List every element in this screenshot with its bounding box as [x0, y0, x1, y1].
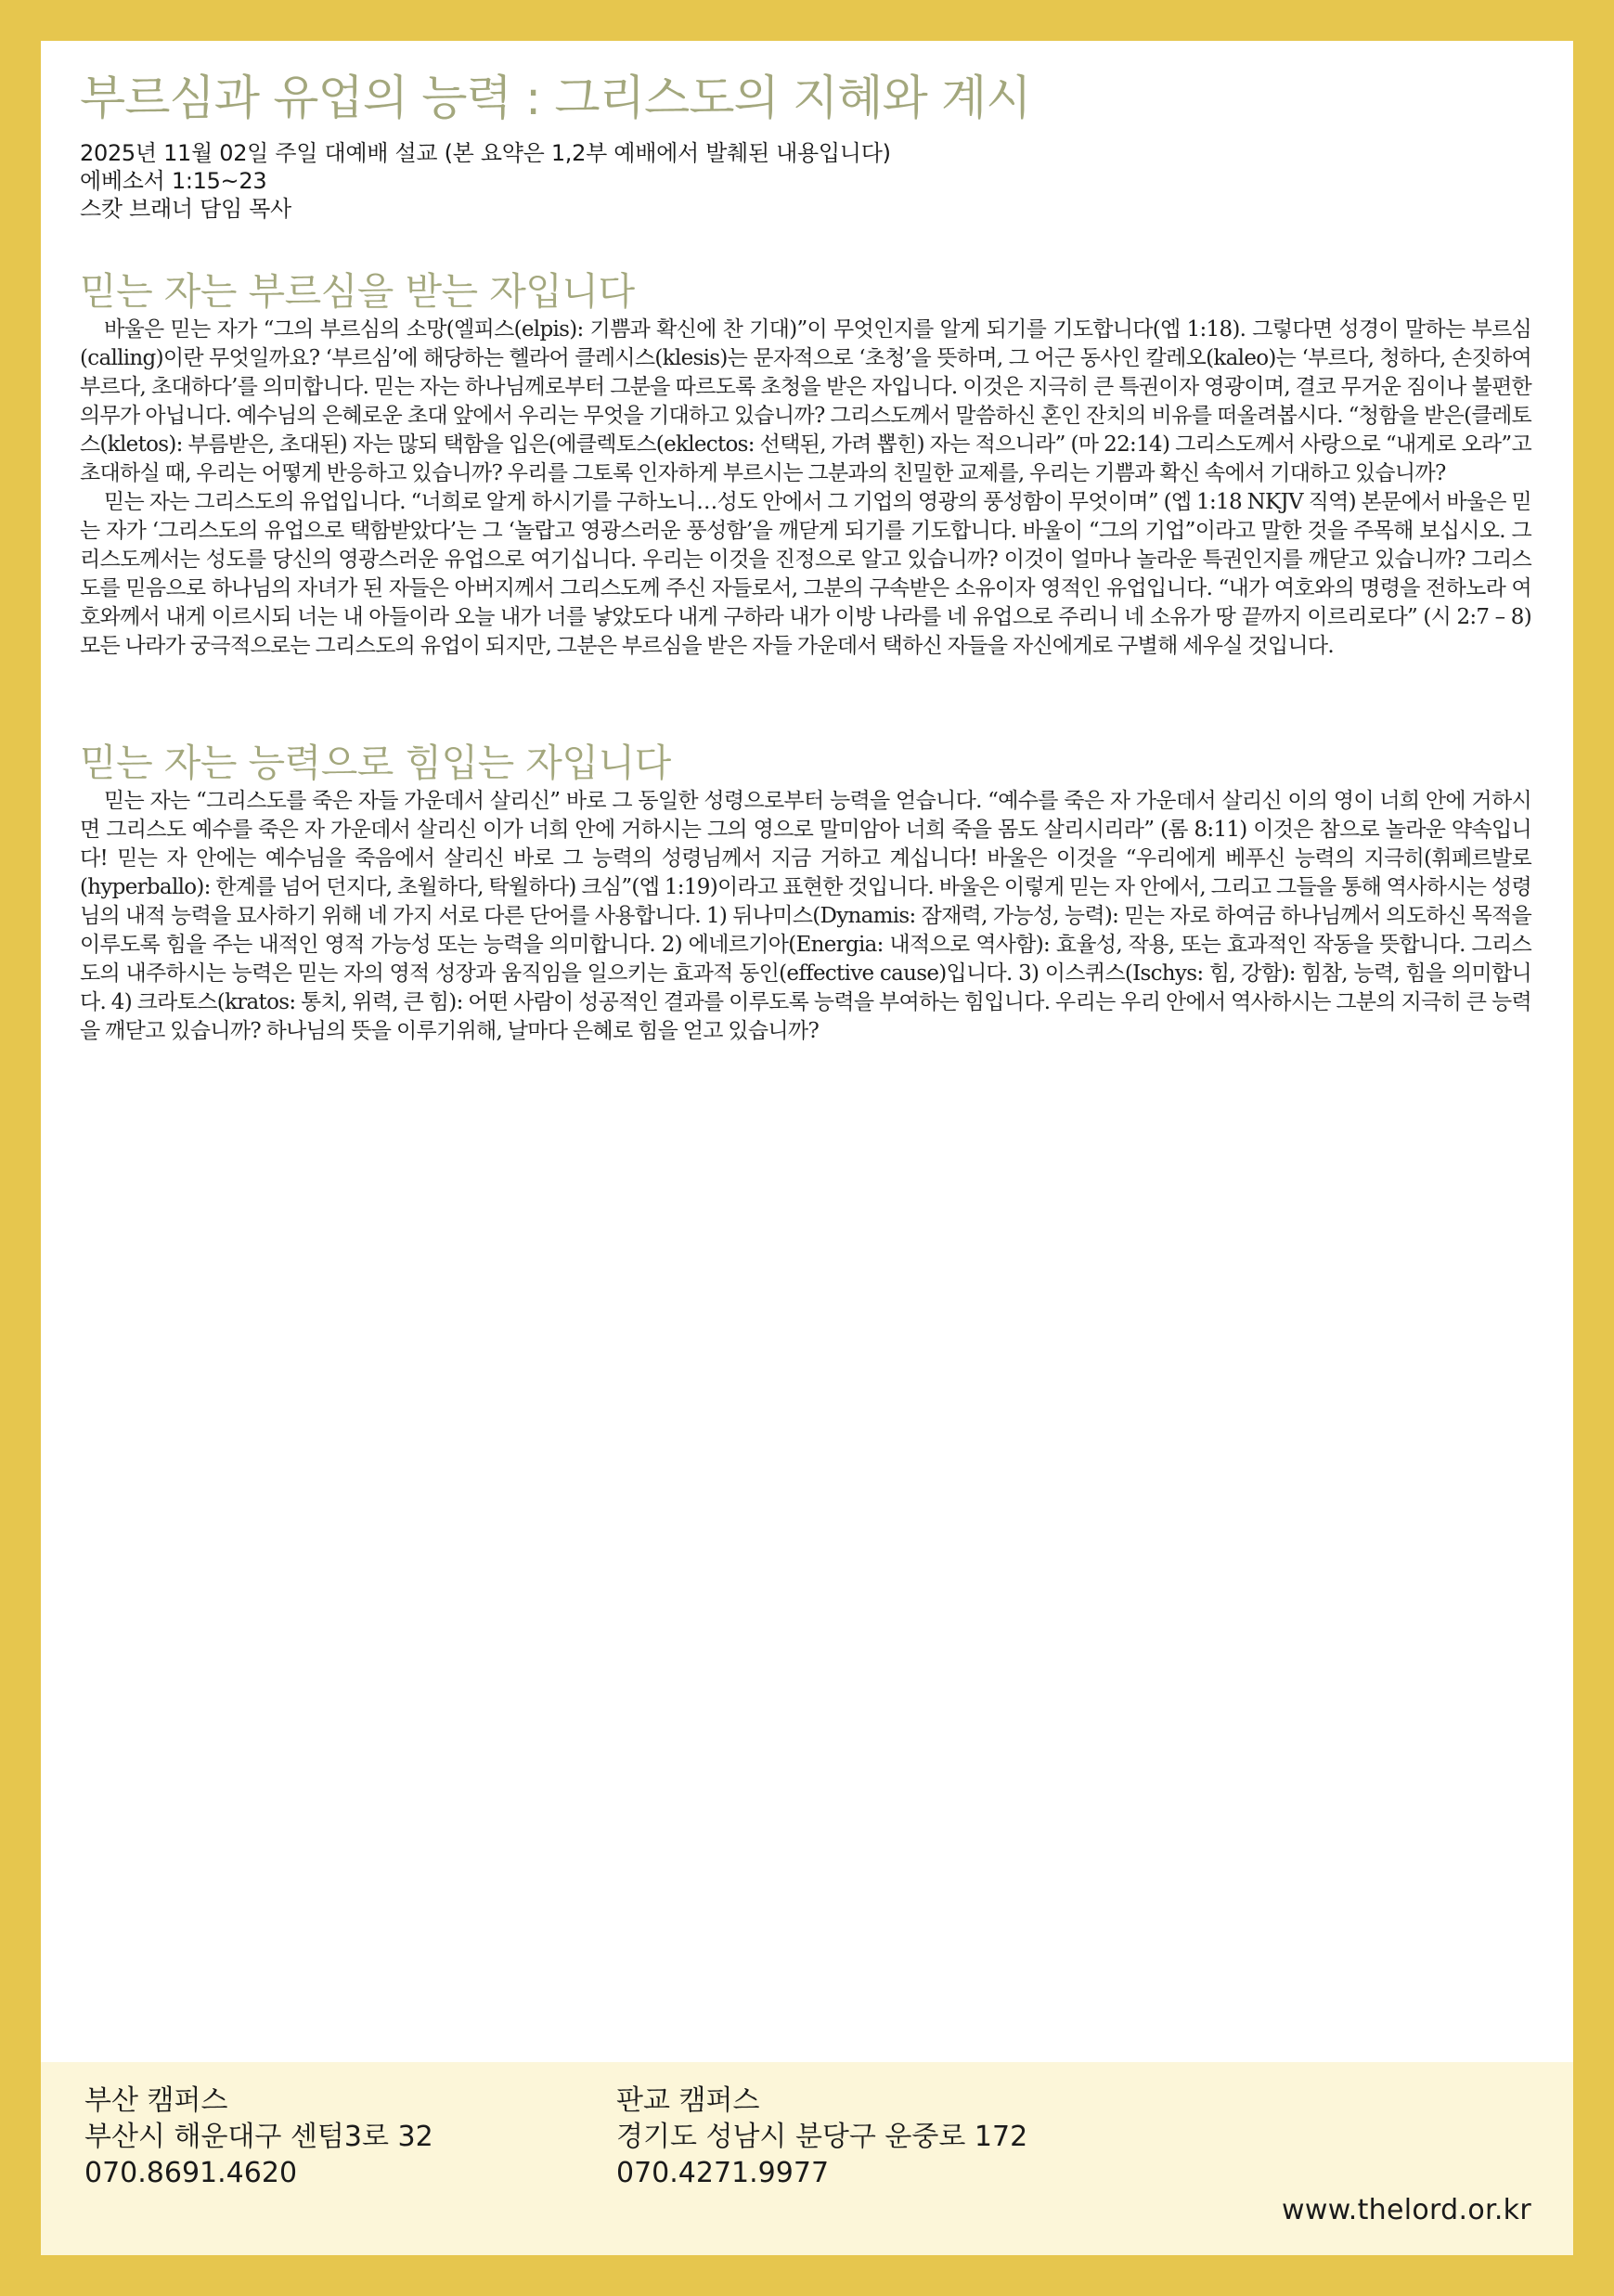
preacher: 스캇 브래너 담임 목사 — [80, 196, 291, 222]
footer — [41, 2062, 1573, 2255]
section-heading-calling: 믿는 자는 부르심을 받는 자입니다 — [80, 269, 635, 314]
paragraph-calling-1: 바울은 믿는 자가 “그의 부르심의 소망(엘피스(elpis): 기쁨과 확신에 찬 기대)”이 무엇인지를 알게 되기를 기도합니다(엡 1:18). 그렇다면 성경이 말하는 부르심(calling)이란 무엇일까요? ‘부르심’에 해당하는 헬라어 클레시스(klesis)는 문자적으로 ‘초청’을 뜻하며, 그 어근 동사인 칼레오(kaleo)는 ‘부르다, 청하다, 손짓하여 부르다, 초대하다’를 의미합니다. 믿는 자는 하나님께로부터 그분을 따르도록 초청을 받은 자입니다. 이것은 지극히 큰 특권이자 영광이며, 결코 무거운 짐이나 불편한 의무가 아닙니다. 예수님의 은혜로운 초대 앞에서 우리는 무엇을 기대하고 있습니까? 그리스도께서 말씀하신 혼인 잔치의 비유를 떠올려봅시다. “청함을 받은(클레토스(kletos): 부름받은, 초대된) 자는 많되 택함을 입은(에클렉토스(eklectos: 선택된, 가려 뽑힌) 자는 적으니라” (마 22:14) 그리스도께서 사랑으로 “내게로 오라”고 초대하실 때, 우리는 어떻게 반응하고 있습니까? 우리를 그토록 인자하게 부르시는 그분과의 친밀한 교제를, 우리는 기쁨과 확신 속에서 기대하고 있습니까? — [80, 317, 1531, 485]
section-heading-power: 믿는 자는 능력으로 힘입는 자입니다 — [80, 741, 671, 785]
pangyo-campus-phone: 070.4271.9977 — [616, 2157, 830, 2189]
busan-campus-info — [84, 2083, 433, 2191]
busan-campus-name: 부산 캠퍼스 — [84, 2084, 228, 2117]
website-link[interactable]: www.thelord.or.kr — [1282, 2194, 1531, 2226]
busan-campus-phone: 070.8691.4620 — [84, 2157, 298, 2189]
pangyo-campus-info — [616, 2083, 1027, 2191]
paragraph-power-1: 믿는 자는 “그리스도를 죽은 자들 가운데서 살리신” 바로 그 동일한 성령으로부터 능력을 얻습니다. “예수를 죽은 자 가운데서 살리신 이의 영이 너희 안에 거하시면 그리스도 예수를 죽은 자 가운데서 살리신 이가 너희 안에 거하시는 그의 영으로 말미암아 너희 죽을 몸도 살리시리라” (롬 8:11) 이것은 참으로 놀라운 약속입니다! 믿는 자 안에는 예수님을 죽음에서 살리신 바로 그 능력의 성령님께서 지금 거하고 계십니다! 바울은 이것을 “우리에게 베푸신 능력의 지극히(휘페르발로(hyperballo): 한계를 넘어 던지다, 초월하다, 탁월하다) 크심”(엡 1:19)이라고 표현한 것입니다. 바울은 이렇게 믿는 자 안에서, 그리고 그들을 통해 역사하시는 성령님의 내적 능력을 묘사하기 위해 네 가지 서로 다른 단어를 사용합니다. 1) 뒤나미스(Dynamis: 잠재력, 가능성, 능력): 믿는 자로 하여금 하나님께서 의도하신 목적을 이루도록 힘을 주는 내적인 영적 가능성 또는 능력을 의미합니다. 2) 에네르기아(Energia: 내적으로 역사함): 효율성, 작용, 또는 효과적인 작동을 뜻합니다. 그리스도의 내주하시는 능력은 믿는 자의 영적 성장과 움직임을 일으키는 효과적 동인(effective cause)입니다. 3) 이스퀴스(Ischys: 힘, 강함): 힘참, 능력, 힘을 의미합니다. 4) 크라토스(kratos: 통치, 위력, 큰 힘): 어떤 사람이 성공적인 결과를 이루도록 능력을 부여하는 힘입니다. 우리는 우리 안에서 역사하시는 그분의 지극히 큰 능력을 깨닫고 있습니까? 하나님의 뜻을 이루기위해, 날마다 은혜로 힘을 얻고 있습니까? — [80, 789, 1531, 1043]
busan-campus-address: 부산시 해운대구 센텀3로 32 — [84, 2121, 433, 2153]
pangyo-campus-address: 경기도 성남시 분당구 운중로 172 — [616, 2121, 1028, 2153]
scripture-reference: 에베소서 1:15~23 — [80, 168, 267, 194]
pangyo-campus-name: 판교 캠퍼스 — [616, 2084, 760, 2117]
document-page — [41, 41, 1573, 2062]
paragraph-calling-2: 믿는 자는 그리스도의 유업입니다. “너희로 알게 하시기를 구하노니…성도 안에서 그 기업의 영광의 풍성함이 무엇이며” (엡 1:18 NKJV 직역) 본문에서 바울은 믿는 자가 ‘그리스도의 유업으로 택함받았다’는 그 ‘놀랍고 영광스러운 풍성함’을 깨닫게 되기를 기도합니다. 바울이 “그의 기업”이라고 말한 것을 주목해 보십시오. 그리스도께서는 성도를 당신의 영광스러운 유업으로 여기십니다. 우리는 이것을 진정으로 알고 있습니까? 이것이 얼마나 놀라운 특권인지를 깨닫고 있습니까? 그리스도를 믿음으로 하나님의 자녀가 된 자들은 아버지께서 그리스도께 주신 자들로서, 그분의 구속받은 소유이자 영적인 유업입니다. “내가 여호와의 명령을 전하노라 여호와께서 내게 이르시되 너는 내 아들이라 오늘 내가 너를 낳았도다 내게 구하라 내가 이방 나라를 네 유업으로 주리니 네 소유가 땅 끝까지 이르리로다” (시 2:7 – 8) 모든 나라가 궁극적으로는 그리스도의 유업이 되지만, 그분은 부르심을 받은 자들 가운데서 택하신 자들을 자신에게로 구별해 세우실 것입니다. — [80, 490, 1531, 658]
sermon-meta — [80, 139, 1531, 223]
sermon-title: 부르심과 유업의 능력 : 그리스도의 지혜와 계시 — [80, 71, 1031, 126]
sermon-date: 2025년 11월 02일 주일 대예배 설교 (본 요약은 1,2부 예배에서 발췌된 내용입니다) — [80, 140, 891, 166]
